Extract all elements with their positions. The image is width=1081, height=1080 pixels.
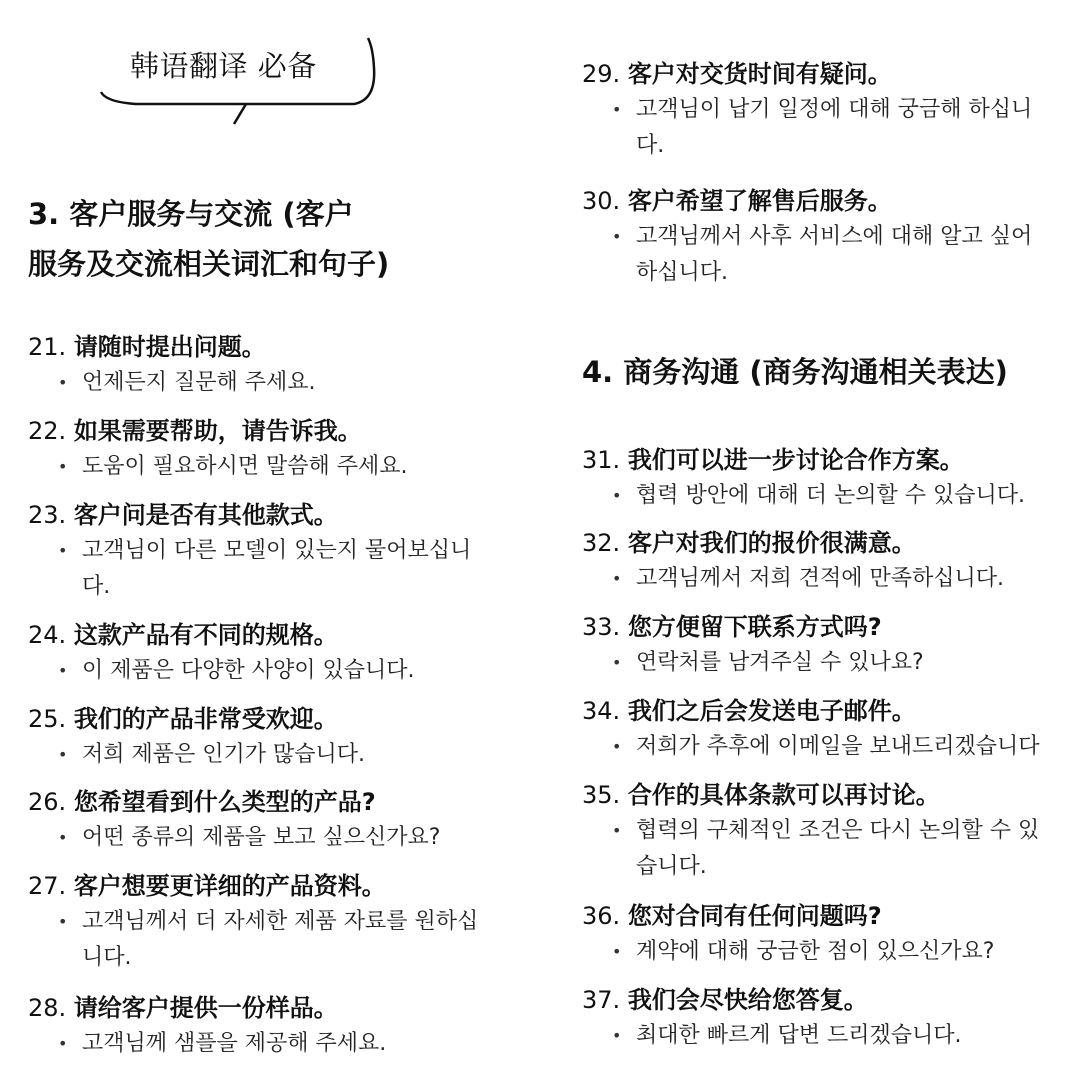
item-korean: • 언제든지 질문해 주세요. — [28, 365, 316, 401]
item-chinese: 我们会尽快给您答复。 — [627, 986, 868, 1014]
list-item — [28, 497, 471, 605]
list-item — [28, 329, 316, 401]
item-chinese: 客户希望了解售后服务。 — [627, 187, 892, 215]
item-korean: • 고객님이 납기 일정에 대해 궁금해 하십니 — [582, 92, 1032, 128]
item-chinese: 您方便留下联系方式吗? — [627, 613, 882, 641]
section-title-4: 4. 商务沟通 (商务沟通相关表达) — [582, 355, 1008, 389]
item-chinese: 您对合同有任何问题吗? — [627, 902, 882, 930]
item-korean: • 도움이 필요하시면 말씀해 주세요. — [28, 449, 408, 485]
item-korean-continued: 다. — [636, 133, 665, 158]
item-number: 36. — [582, 902, 621, 930]
item-korean-continued: 니다. — [82, 945, 132, 970]
list-item — [582, 777, 1039, 885]
item-chinese: 请给客户提供一份样品。 — [73, 994, 338, 1022]
list-item — [28, 990, 386, 1062]
section-title-3-line2: 服务及交流相关词汇和句子) — [28, 247, 390, 281]
item-number: 28. — [28, 994, 67, 1022]
item-number: 21. — [28, 333, 67, 361]
section-title-3-line1: 3. 客户服务与交流 (客户 — [28, 197, 354, 231]
list-item — [582, 898, 994, 970]
item-korean: • 고객님께서 저희 견적에 만족하십니다. — [582, 561, 1004, 597]
item-chinese: 合作的具体条款可以再讨论。 — [627, 781, 940, 809]
item-chinese: 客户想要更详细的产品资料。 — [73, 872, 386, 900]
item-chinese: 我们可以进一步讨论合作方案。 — [627, 446, 964, 474]
item-korean: • 고객님께서 사후 서비스에 대해 알고 싶어 — [582, 219, 1032, 255]
item-chinese: 我们的产品非常受欢迎。 — [73, 705, 338, 733]
item-korean: • 고객님께서 더 자세한 제품 자료를 원하십 — [28, 904, 478, 940]
item-chinese: 这款产品有不同的规格。 — [73, 621, 338, 649]
item-korean: • 고객님께 샘플을 제공해 주세요. — [28, 1026, 386, 1062]
item-number: 25. — [28, 705, 67, 733]
item-korean: • 협력의 구체적인 조건은 다시 논의할 수 있 — [582, 813, 1039, 849]
item-chinese: 请随时提出问题。 — [73, 333, 266, 361]
item-number: 30. — [582, 187, 621, 215]
item-chinese: 您希望看到什么类型的产品? — [73, 788, 376, 816]
item-number: 24. — [28, 621, 67, 649]
item-chinese: 客户对交货时间有疑问。 — [627, 60, 892, 88]
item-korean: • 이 제품은 다양한 사양이 있습니다. — [28, 653, 415, 689]
item-number: 22. — [28, 417, 67, 445]
item-number: 31. — [582, 446, 621, 474]
list-item — [582, 525, 1004, 597]
list-item — [28, 868, 478, 976]
item-korean: • 최대한 빠르게 답변 드리겠습니다. — [582, 1018, 962, 1054]
speech-bubble-badge — [96, 30, 396, 130]
list-item — [582, 442, 1025, 514]
item-number: 37. — [582, 986, 621, 1014]
item-korean-continued: 하십니다. — [636, 260, 729, 285]
item-chinese: 客户对我们的报价很满意。 — [627, 529, 916, 557]
list-item — [28, 784, 440, 856]
item-number: 32. — [582, 529, 621, 557]
item-chinese: 客户问是否有其他款式。 — [73, 501, 338, 529]
right-column — [582, 0, 1081, 1080]
list-item — [582, 982, 962, 1054]
list-item — [582, 183, 1032, 291]
item-number: 26. — [28, 788, 67, 816]
list-item — [28, 413, 408, 485]
item-korean: • 저희가 추후에 이메일을 보내드리겠습니다 — [582, 729, 1040, 765]
list-item — [582, 693, 1040, 765]
item-korean: • 협력 방안에 대해 더 논의할 수 있습니다. — [582, 478, 1025, 514]
list-item — [582, 56, 1032, 164]
item-chinese: 我们之后会发送电子邮件。 — [627, 697, 916, 725]
item-number: 35. — [582, 781, 621, 809]
item-chinese: 如果需要帮助，请告诉我。 — [73, 417, 362, 445]
list-item — [28, 701, 365, 773]
item-number: 33. — [582, 613, 621, 641]
item-korean: • 고객님이 다른 모델이 있는지 물어보십니 — [28, 533, 471, 569]
item-number: 34. — [582, 697, 621, 725]
item-number: 27. — [28, 872, 67, 900]
item-number: 29. — [582, 60, 621, 88]
list-item — [582, 609, 924, 681]
item-korean: • 어떤 종류의 제품을 보고 싶으신가요? — [28, 820, 440, 856]
item-korean: • 저희 제품은 인기가 많습니다. — [28, 737, 365, 773]
item-number: 23. — [28, 501, 67, 529]
list-item — [28, 617, 415, 689]
item-korean: • 계약에 대해 궁금한 점이 있으신가요? — [582, 934, 994, 970]
item-korean: • 연락처를 남겨주실 수 있나요? — [582, 645, 924, 681]
item-korean-continued: 다. — [82, 574, 111, 599]
badge-label: 韩语翻译 必备 — [130, 49, 317, 83]
item-korean-continued: 습니다. — [636, 854, 707, 879]
